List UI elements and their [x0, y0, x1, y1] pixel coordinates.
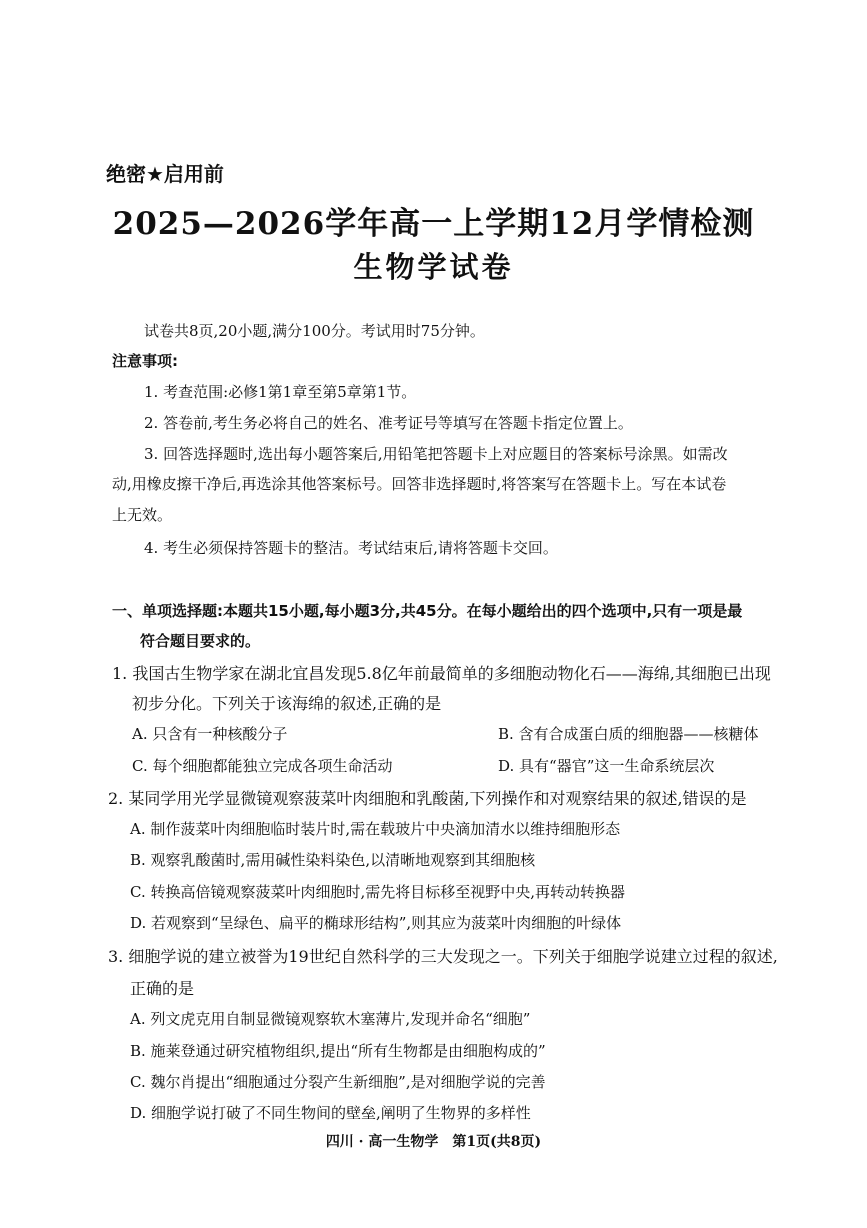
- question-2-option-c: C. 转换高倍镜观察菠菜叶肉细胞时,需先将目标移至视野中央,再转动转换器: [130, 883, 626, 901]
- exam-subtitle: 生物学试卷: [353, 250, 514, 284]
- question-2-stem: 2. 某同学用光学显微镜观察菠菜叶肉细胞和乳酸菌,下列操作和对观察结果的叙述,错误的是: [108, 789, 747, 808]
- note-item: 上无效。: [112, 506, 173, 524]
- section-heading: 一、单项选择题:本题共15小题,每小题3分,共45分。在每小题给出的四个选项中,只有一项是最: [112, 602, 743, 620]
- page-footer: 四川 · 高一生物学 第1页(共8页): [325, 1134, 542, 1150]
- question-3-option-c: C. 魏尔肖提出“细胞通过分裂产生新细胞”,是对细胞学说的完善: [130, 1073, 546, 1091]
- question-2-option-d: D. 若观察到“呈绿色、扁平的椭球形结构”,则其应为菠菜叶肉细胞的叶绿体: [130, 914, 622, 932]
- question-1-option-c: C. 每个细胞都能独立完成各项生命活动: [132, 757, 393, 775]
- note-item: 2. 答卷前,考生务必将自己的姓名、准考证号等填写在答题卡指定位置上。: [144, 414, 633, 432]
- question-3-stem: 3. 细胞学说的建立被誉为19世纪自然科学的三大发现之一。下列关于细胞学说建立过程的叙述,: [108, 947, 778, 966]
- question-2-option-a: A. 制作菠菜叶肉细胞临时装片时,需在载玻片中央滴加清水以维持细胞形态: [130, 820, 621, 838]
- question-1-option-a: A. 只含有一种核酸分子: [132, 725, 288, 743]
- question-3-option-d: D. 细胞学说打破了不同生物间的壁垒,阐明了生物界的多样性: [130, 1104, 531, 1122]
- section-heading-cont: 符合题目要求的。: [140, 632, 261, 650]
- question-3-option-b: B. 施莱登通过研究植物组织,提出“所有生物都是由细胞构成的”: [130, 1042, 546, 1060]
- note-item: 1. 考查范围:必修1第1章至第5章第1节。: [144, 383, 417, 401]
- note-item: 4. 考生必须保持答题卡的整洁。考试结束后,请将答题卡交回。: [144, 539, 558, 557]
- question-1-stem: 1. 我国古生物学家在湖北宜昌发现5.8亿年前最简单的多细胞动物化石——海绵,其细胞已出现: [112, 664, 771, 683]
- question-3-option-a: A. 列文虎克用自制显微镜观察软木塞薄片,发现并命名“细胞”: [130, 1010, 531, 1028]
- question-3-stem-cont: 正确的是: [130, 979, 195, 998]
- confidential-label: 绝密★启用前: [106, 162, 224, 186]
- exam-title: 2025—2026学年高一上学期12月学情检测: [112, 206, 755, 242]
- question-1-option-b: B. 含有合成蛋白质的细胞器——核糖体: [498, 725, 759, 743]
- question-1-stem-cont: 初步分化。下列关于该海绵的叙述,正确的是: [132, 694, 442, 713]
- question-1-option-d: D. 具有“器官”这一生命系统层次: [498, 757, 715, 775]
- exam-intro: 试卷共8页,20小题,满分100分。考试用时75分钟。: [144, 322, 485, 340]
- question-2-option-b: B. 观察乳酸菌时,需用碱性染料染色,以清晰地观察到其细胞核: [130, 851, 536, 869]
- note-item: 3. 回答选择题时,选出每小题答案后,用铅笔把答题卡上对应题目的答案标号涂黑。如需改: [144, 445, 728, 463]
- notes-heading: 注意事项:: [112, 352, 178, 370]
- note-item: 动,用橡皮擦干净后,再选涂其他答案标号。回答非选择题时,将答案写在答题卡上。写在本试卷: [112, 475, 727, 493]
